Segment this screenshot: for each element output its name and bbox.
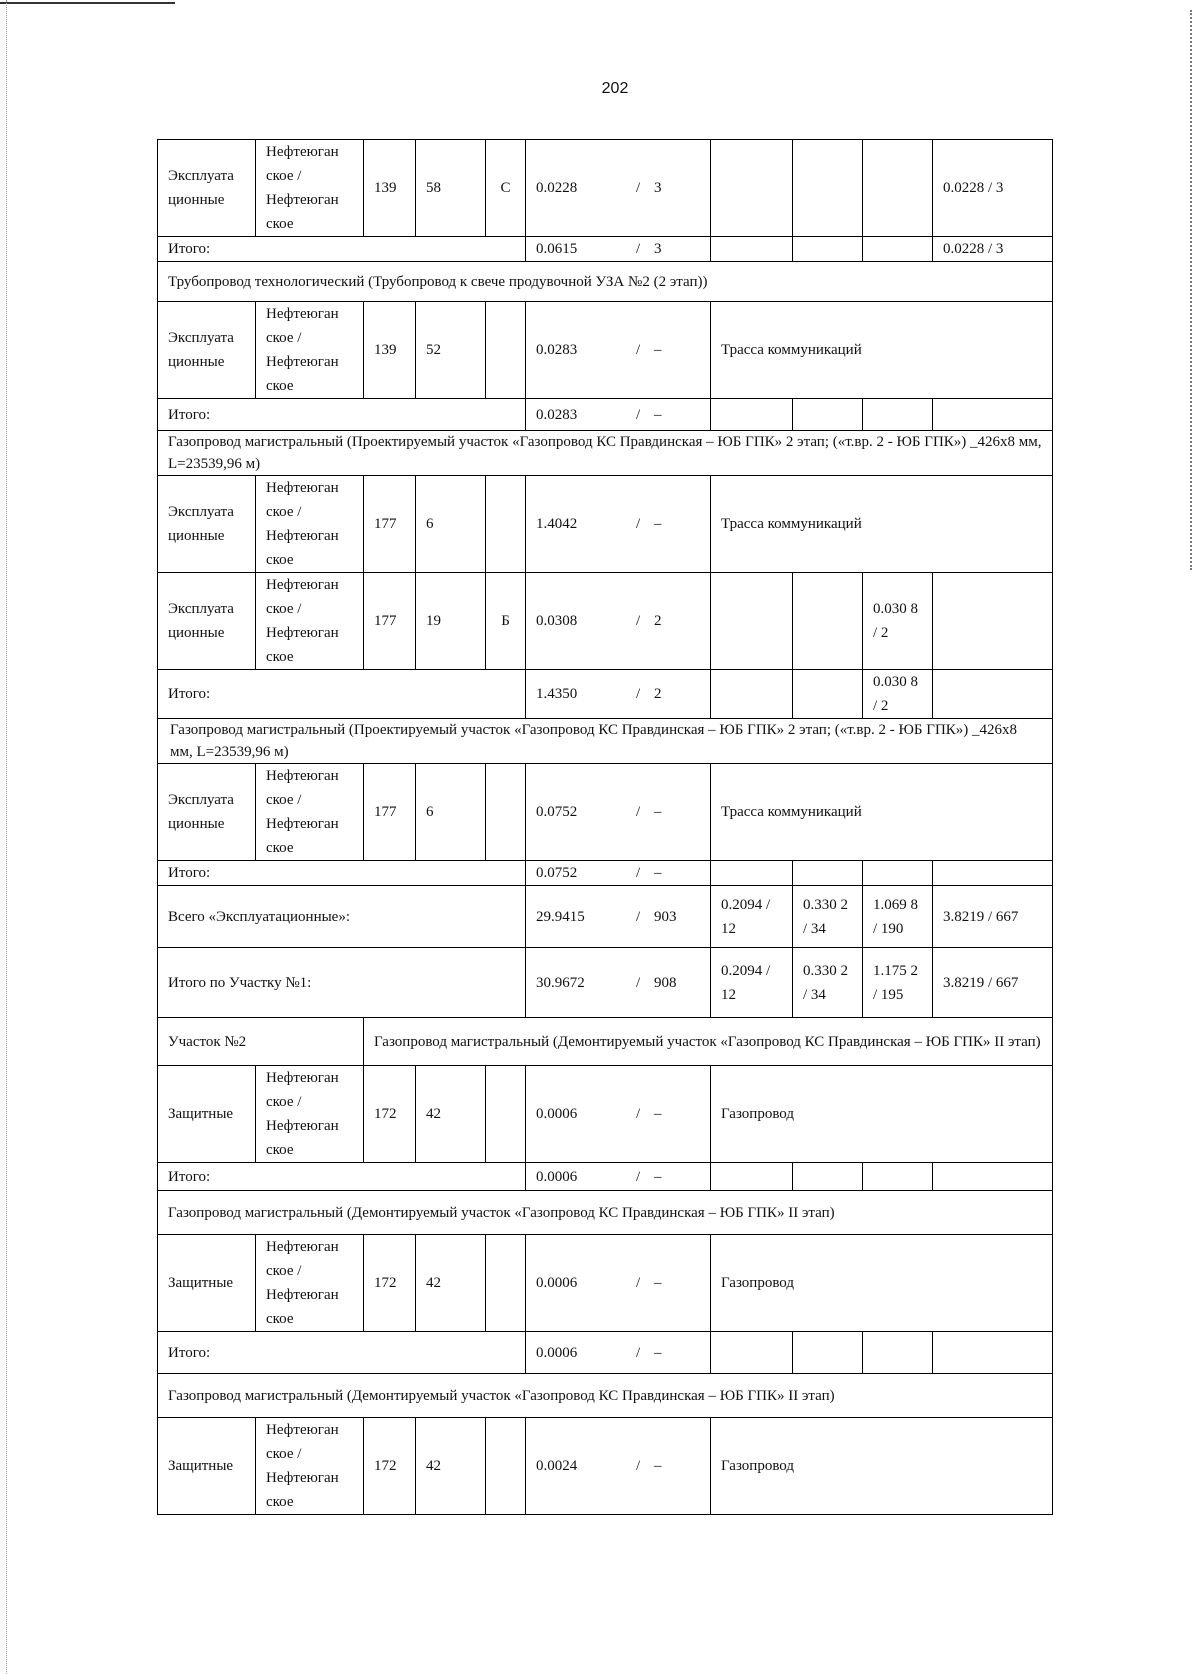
area-value: 30.9672 xyxy=(536,974,585,991)
table-row xyxy=(158,1418,1053,1515)
total-row xyxy=(158,861,1053,886)
quarter-number: 139 xyxy=(364,140,416,237)
area-value: 0.0006 xyxy=(536,1168,578,1185)
area-count-cell xyxy=(526,573,711,670)
column-10-value xyxy=(793,1332,863,1374)
purpose-note: Газопровод xyxy=(711,1235,1053,1332)
slash-separator: / xyxy=(636,804,641,820)
column-12-value: 0.0228 / 3 xyxy=(933,237,1053,262)
area-count-cell xyxy=(526,1332,711,1374)
land-category: Эксплуата ционные xyxy=(158,302,256,399)
table-row xyxy=(158,1066,1053,1163)
plot-count: – xyxy=(654,804,662,820)
land-category: Защитные xyxy=(158,1235,256,1332)
plot-number: 42 xyxy=(416,1418,486,1515)
scan-artifact-left-edge xyxy=(6,0,7,1674)
plot-count: – xyxy=(654,342,662,358)
district: Нефтеюган ское / Нефтеюган ское xyxy=(256,476,364,573)
group-title: Газопровод магистральный (Проектируемый участок «Газопровод КС Правдинская – ЮБ ГПК» 2 этап; («т.вр. 2 - ЮБ ГПК») _426х8 мм, L=23539,96 м) xyxy=(158,719,1053,764)
plot-letter xyxy=(486,302,526,399)
area-count-cell xyxy=(526,476,711,573)
slash-separator: / xyxy=(636,516,641,532)
slash-separator: / xyxy=(636,180,641,196)
purpose-note: Газопровод xyxy=(711,1418,1053,1515)
district: Нефтеюган ское / Нефтеюган ское xyxy=(256,1418,364,1515)
column-10-value xyxy=(793,670,863,719)
area-value: 1.4042 xyxy=(536,516,578,532)
quarter-number: 177 xyxy=(364,476,416,573)
column-9-value xyxy=(711,670,793,719)
slash-separator: / xyxy=(636,1458,641,1474)
area-count-cell xyxy=(526,1066,711,1163)
land-category: Защитные xyxy=(158,1066,256,1163)
column-12-value xyxy=(933,399,1053,431)
total-row xyxy=(158,1332,1053,1374)
section-label: Участок №2 xyxy=(158,1018,364,1066)
column-10-value xyxy=(793,399,863,431)
slash-separator: / xyxy=(636,686,641,702)
area-count-cell xyxy=(526,764,711,861)
column-12-value xyxy=(933,573,1053,670)
slash-separator: / xyxy=(636,1275,641,1291)
land-category: Эксплуата ционные xyxy=(158,140,256,237)
slash-separator: / xyxy=(636,1168,641,1185)
column-10-value xyxy=(793,1163,863,1191)
table-row xyxy=(158,764,1053,861)
area-value: 0.0615 xyxy=(536,241,578,257)
purpose-note: Трасса коммуникаций xyxy=(711,302,1053,399)
table-row xyxy=(158,573,1053,670)
area-count-cell xyxy=(526,399,711,431)
district: Нефтеюган ское / Нефтеюган ское xyxy=(256,573,364,670)
total-label: Итого: xyxy=(158,670,526,719)
column-11-value xyxy=(863,399,933,431)
plot-letter xyxy=(486,1235,526,1332)
district: Нефтеюган ское / Нефтеюган ское xyxy=(256,1066,364,1163)
column-11-value xyxy=(863,1163,933,1191)
plot-count: – xyxy=(654,516,662,532)
area-value: 0.0752 xyxy=(536,865,578,881)
column-12-value xyxy=(933,1163,1053,1191)
group-title-row xyxy=(158,431,1053,476)
plot-number: 19 xyxy=(416,573,486,670)
total-label: Итого: xyxy=(158,399,526,431)
plot-letter xyxy=(486,476,526,573)
column-10-value xyxy=(793,237,863,262)
area-value: 0.0024 xyxy=(536,1458,578,1474)
scan-artifact-top-line xyxy=(0,2,175,4)
column-9-value: 0.2094 / 12 xyxy=(711,948,793,1018)
quarter-number: 172 xyxy=(364,1235,416,1332)
group-title: Газопровод магистральный (Проектируемый участок «Газопровод КС Правдинская – ЮБ ГПК» 2 этап; («т.вр. 2 - ЮБ ГПК») _426х8 мм, L=23539,96 м) xyxy=(158,431,1053,476)
plot-letter xyxy=(486,764,526,861)
area-value: 0.0006 xyxy=(536,1275,578,1291)
slash-separator: / xyxy=(636,908,641,925)
table-body xyxy=(158,140,1053,1515)
area-count-cell xyxy=(526,302,711,399)
column-9-value: 0.2094 / 12 xyxy=(711,886,793,948)
column-11-value xyxy=(863,1332,933,1374)
plot-count: 3 xyxy=(654,241,662,257)
area-value: 0.0283 xyxy=(536,406,578,423)
column-9-value xyxy=(711,1332,793,1374)
land-plot-table xyxy=(157,139,1053,1515)
quarter-number: 177 xyxy=(364,573,416,670)
district: Нефтеюган ское / Нефтеюган ское xyxy=(256,302,364,399)
table-row xyxy=(158,1235,1053,1332)
column-9-value xyxy=(711,1163,793,1191)
area-count-cell xyxy=(526,140,711,237)
group-title: Газопровод магистральный (Демонтируемый участок «Газопровод КС Правдинская – ЮБ ГПК» II этап) xyxy=(158,1191,1053,1235)
plot-letter: С xyxy=(486,140,526,237)
plot-count: – xyxy=(654,1275,662,1291)
area-value: 0.0006 xyxy=(536,1106,578,1122)
column-11-value: 1.069 8 / 190 xyxy=(863,886,933,948)
plot-number: 42 xyxy=(416,1066,486,1163)
slash-separator: / xyxy=(636,974,641,991)
plot-number: 42 xyxy=(416,1235,486,1332)
total-label: Итого по Участку №1: xyxy=(158,948,526,1018)
column-12-value xyxy=(933,1332,1053,1374)
area-count-cell xyxy=(526,1418,711,1515)
column-10-value xyxy=(793,573,863,670)
land-category: Эксплуата ционные xyxy=(158,476,256,573)
total-row xyxy=(158,237,1053,262)
area-count-cell xyxy=(526,1163,711,1191)
column-9-value xyxy=(711,399,793,431)
column-10-value xyxy=(793,140,863,237)
plot-number: 6 xyxy=(416,764,486,861)
group-title: Газопровод магистральный (Демонтируемый участок «Газопровод КС Правдинская – ЮБ ГПК» II этап) xyxy=(158,1374,1053,1418)
district: Нефтеюган ское / Нефтеюган ское xyxy=(256,1235,364,1332)
plot-count: – xyxy=(654,1458,662,1474)
plot-count: – xyxy=(654,865,662,881)
total-label: Итого: xyxy=(158,1163,526,1191)
group-title-row xyxy=(158,1191,1053,1235)
total-label: Итого: xyxy=(158,1332,526,1374)
slash-separator: / xyxy=(636,613,641,629)
column-11-value: 0.030 8 / 2 xyxy=(863,573,933,670)
slash-separator: / xyxy=(636,406,641,423)
table-row xyxy=(158,476,1053,573)
column-10-value: 0.330 2 / 34 xyxy=(793,886,863,948)
section-header-row xyxy=(158,1018,1053,1066)
group-title: Трубопровод технологический (Трубопровод к свече продувочной УЗА №2 (2 этап)) xyxy=(158,262,1053,302)
area-value: 0.0283 xyxy=(536,342,578,358)
area-count-cell xyxy=(526,237,711,262)
area-count-cell xyxy=(526,861,711,886)
area-count-cell xyxy=(526,886,711,948)
page-number: 202 xyxy=(601,80,629,97)
plot-letter xyxy=(486,1418,526,1515)
area-value: 0.0308 xyxy=(536,613,578,629)
group-title-row xyxy=(158,719,1053,764)
land-category: Защитные xyxy=(158,1418,256,1515)
quarter-number: 177 xyxy=(364,764,416,861)
total-row xyxy=(158,886,1053,948)
district: Нефтеюган ское / Нефтеюган ское xyxy=(256,140,364,237)
plot-number: 52 xyxy=(416,302,486,399)
total-row xyxy=(158,399,1053,431)
plot-count: – xyxy=(654,406,662,423)
column-11-value: 0.030 8 / 2 xyxy=(863,670,933,719)
plot-count: 3 xyxy=(654,180,662,196)
total-label: Итого: xyxy=(158,861,526,886)
plot-letter xyxy=(486,1066,526,1163)
area-count-cell xyxy=(526,948,711,1018)
column-9-value xyxy=(711,140,793,237)
total-row xyxy=(158,670,1053,719)
table-row xyxy=(158,140,1053,237)
area-value: 1.4350 xyxy=(536,686,578,702)
group-title-row xyxy=(158,1374,1053,1418)
column-9-value xyxy=(711,573,793,670)
quarter-number: 139 xyxy=(364,302,416,399)
table-row xyxy=(158,302,1053,399)
column-11-value xyxy=(863,237,933,262)
area-count-cell xyxy=(526,670,711,719)
slash-separator: / xyxy=(636,241,641,257)
column-10-value: 0.330 2 / 34 xyxy=(793,948,863,1018)
slash-separator: / xyxy=(636,342,641,358)
slash-separator: / xyxy=(636,865,641,881)
district: Нефтеюган ское / Нефтеюган ское xyxy=(256,764,364,861)
total-label: Всего «Эксплуатационные»: xyxy=(158,886,526,948)
plot-count: 2 xyxy=(654,613,662,629)
column-9-value xyxy=(711,237,793,262)
plot-count: – xyxy=(654,1106,662,1122)
column-12-value: 3.8219 / 667 xyxy=(933,886,1053,948)
quarter-number: 172 xyxy=(364,1418,416,1515)
group-title-row xyxy=(158,262,1053,302)
plot-letter: Б xyxy=(486,573,526,670)
column-9-value xyxy=(711,861,793,886)
purpose-note: Газопровод xyxy=(711,1066,1053,1163)
area-value: 0.0006 xyxy=(536,1344,578,1361)
total-row xyxy=(158,948,1053,1018)
plot-count: – xyxy=(654,1168,662,1185)
column-10-value xyxy=(793,861,863,886)
plot-count: 903 xyxy=(654,908,677,925)
purpose-note: Трасса коммуникаций xyxy=(711,476,1053,573)
plot-count: 2 xyxy=(654,686,662,702)
land-category: Эксплуата ционные xyxy=(158,764,256,861)
land-category: Эксплуата ционные xyxy=(158,573,256,670)
plot-number: 58 xyxy=(416,140,486,237)
total-row xyxy=(158,1163,1053,1191)
quarter-number: 172 xyxy=(364,1066,416,1163)
area-value: 0.0228 xyxy=(536,180,578,196)
total-label: Итого: xyxy=(158,237,526,262)
section-title: Газопровод магистральный (Демонтируемый участок «Газопровод КС Правдинская – ЮБ ГПК» II этап) xyxy=(364,1018,1053,1066)
slash-separator: / xyxy=(636,1344,641,1361)
column-12-value: 0.0228 / 3 xyxy=(933,140,1053,237)
plot-count: – xyxy=(654,1344,662,1361)
column-12-value xyxy=(933,670,1053,719)
column-12-value: 3.8219 / 667 xyxy=(933,948,1053,1018)
area-count-cell xyxy=(526,1235,711,1332)
column-11-value: 1.175 2 / 195 xyxy=(863,948,933,1018)
plot-count: 908 xyxy=(654,974,677,991)
area-value: 0.0752 xyxy=(536,804,578,820)
purpose-note: Трасса коммуникаций xyxy=(711,764,1053,861)
column-11-value xyxy=(863,861,933,886)
plot-number: 6 xyxy=(416,476,486,573)
area-value: 29.9415 xyxy=(536,908,585,925)
column-12-value xyxy=(933,861,1053,886)
column-11-value xyxy=(863,140,933,237)
slash-separator: / xyxy=(636,1106,641,1122)
